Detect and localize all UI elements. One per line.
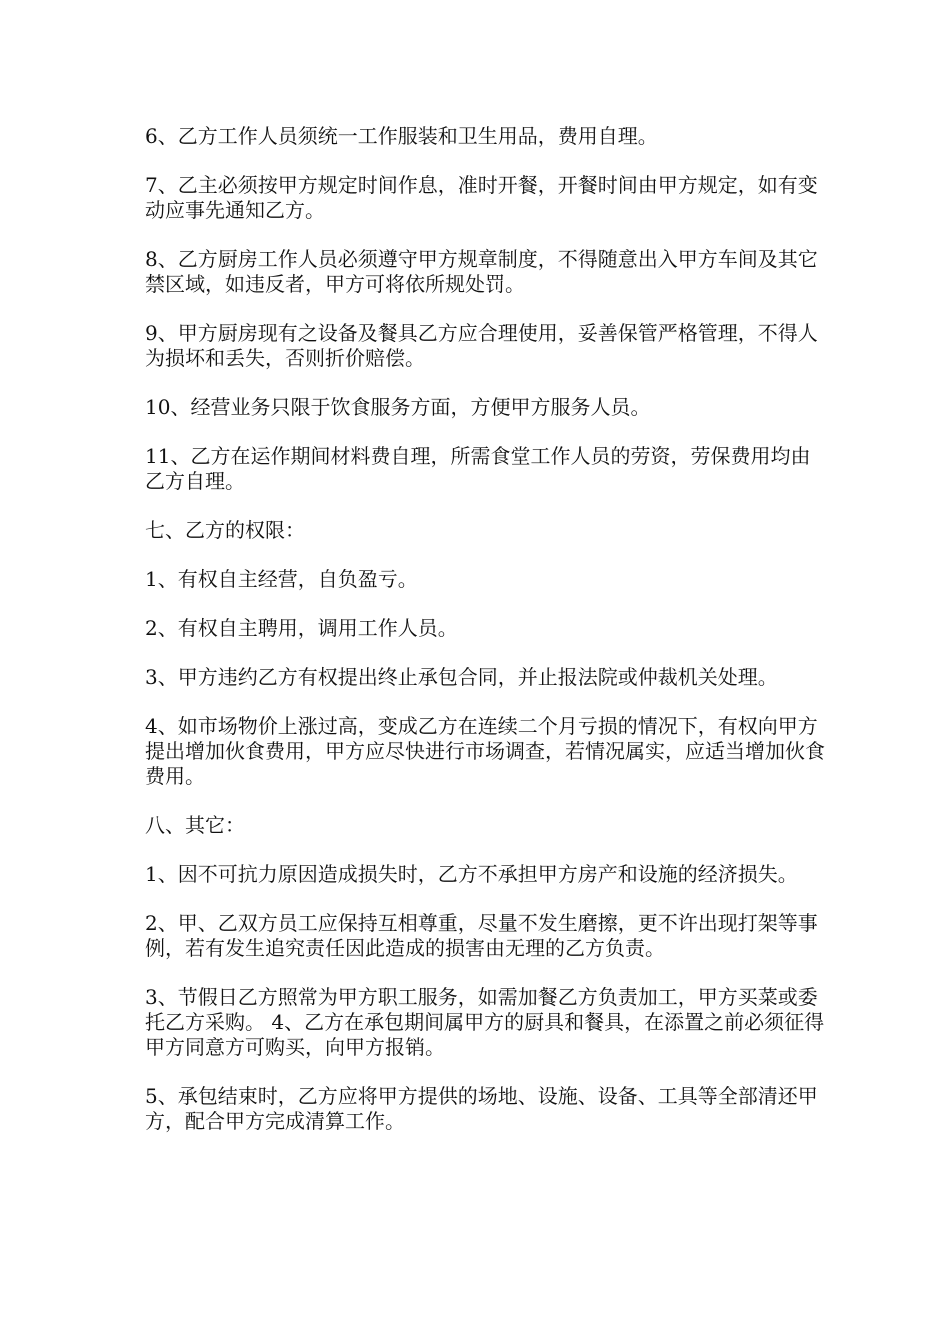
clause-11-costs: 11、乙方在运作期间材料费自理，所需食堂工作人员的劳资，劳保费用均由乙方自理。 xyxy=(145,444,811,493)
other-3-holidays-and-purchases: 3、节假日乙方照常为甲方职工服务，如需加餐乙方负责加工，甲方买菜或委托乙方采购。 4、乙方在承包期间属甲方的厨具和餐具，在添置之前必须征得甲方同意方可购买，向甲方报销。 xyxy=(145,985,825,1059)
right-3-termination: 3、甲方违约乙方有权提出终止承包合同，并止报法院或仲裁机关处理。 xyxy=(145,665,778,689)
right-4-price-adjustment: 4、如市场物价上涨过高，变成乙方在连续二个月亏损的情况下，有权向甲方提出增加伙食费用，甲方应尽快进行市场调查，若情况属实，应适当增加伙食费用。 xyxy=(145,714,825,788)
section-7-heading: 七、乙方的权限： xyxy=(145,518,305,542)
right-2-hiring: 2、有权自主聘用，调用工作人员。 xyxy=(145,616,458,640)
section-8-heading: 八、其它： xyxy=(145,813,245,837)
clause-10-scope: 10、经营业务只限于饮食服务方面，方便甲方服务人员。 xyxy=(145,395,651,419)
clause-7-meal-times: 7、乙主必须按甲方规定时间作息，准时开餐，开餐时间由甲方规定，如有变动应事先通知乙方。 xyxy=(145,173,818,222)
other-1-force-majeure: 1、因不可抗力原因造成损失时，乙方不承担甲方房产和设施的经济损失。 xyxy=(145,862,798,886)
other-2-conduct: 2、甲、乙双方员工应保持互相尊重，尽量不发生磨擦，更不许出现打架等事例，若有发生追究责任因此造成的损害由无理的乙方负责。 xyxy=(145,911,818,960)
other-5-handover: 5、承包结束时，乙方应将甲方提供的场地、设施、设备、工具等全部清还甲方，配合甲方完成清算工作。 xyxy=(145,1084,818,1133)
clause-6-uniforms: 6、乙方工作人员须统一工作服装和卫生用品，费用自理。 xyxy=(145,124,658,148)
clause-9-equipment: 9、甲方厨房现有之设备及餐具乙方应合理使用，妥善保管严格管理，不得人为损坏和丢失，否则折价赔偿。 xyxy=(145,321,818,370)
right-1-self-management: 1、有权自主经营，自负盈亏。 xyxy=(145,567,418,591)
document-body xyxy=(145,124,825,1158)
clause-8-rules: 8、乙方厨房工作人员必须遵守甲方规章制度，不得随意出入甲方车间及其它禁区域，如违反者，甲方可将依所规处罚。 xyxy=(145,247,818,296)
